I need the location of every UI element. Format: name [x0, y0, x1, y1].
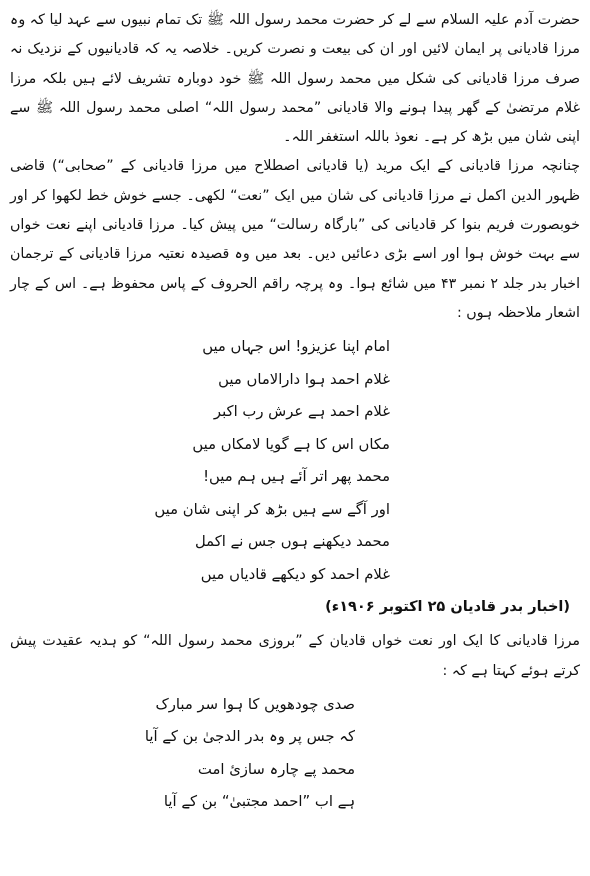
poem-line: محمد دیکھنے ہوں جس نے اکمل	[194, 533, 390, 551]
poem-1	[10, 331, 580, 591]
poem-line: غلام احمد کو دیکھے قادیاں میں	[200, 565, 390, 583]
poem-line: کہ جس پر وہ بدر الدجیٰ بن کے آیا	[144, 728, 355, 746]
poem-line: صدی چودھویں کا ہوا سر مبارک	[155, 695, 355, 713]
poem-line: غلام احمد ہوا دارالاماں میں	[218, 370, 390, 388]
poem-line: اور آگے سے ہیں بڑھ کر اپنی شان میں	[154, 500, 390, 518]
poem-2	[10, 689, 580, 819]
poem-line: مکاں اس کا ہے گویا لامکاں میں	[192, 435, 390, 453]
paragraph-1: حضرت آدم علیہ السلام سے لے کر حضرت محمد رسول اللہ ﷺ تک تمام نبیوں سے عہد لیا کہ وہ مرزا قادیانی پر ایمان لائیں اور ان کی بیعت و نصرت کریں۔ خلاصہ یہ کہ قادیانیوں کے نزدیک نہ صرف مرزا قادیانی کی شکل میں محمد رسول اللہ ﷺ خود دوبارہ تشریف لائے ہیں بلکہ مرزا غلام مرتضیٰ کے گھر پیدا ہونے والا قادیانی ”محمد رسول اللہ“ اصلی محمد رسول اللہ ﷺ سے اپنی شان میں بڑھ کر ہے۔ نعوذ باللہ استغفر اللہ۔	[10, 12, 580, 146]
citation: (اخبار بدر قادیان ۲۵ اکتوبر ۱۹۰۶ء)	[325, 599, 570, 616]
poem-line: ہے اب ”احمد مجتبیٰ“ بن کے آیا	[163, 793, 355, 811]
paragraph-3: مرزا قادیانی کا ایک اور نعت خواں قادیان کے ”بروزی محمد رسول اللہ“ کو ہدیہ عقیدت پیش کرتے ہوئے کہتا ہے کہ :	[10, 633, 580, 679]
poem-line: محمد پے چارہ سازیٔ امت	[197, 760, 355, 778]
poem-line: غلام احمد ہے عرش رب اکبر	[213, 403, 390, 421]
poem-line: امام اپنا عزیزو! اس جہاں میں	[202, 338, 390, 356]
paragraph-2: چنانچہ مرزا قادیانی کے ایک مرید (یا قادیانی اصطلاح میں مرزا قادیانی کے ”صحابی“) قاضی ظہور الدین اکمل نے مرزا قادیانی کی شان میں ایک ”نعت“ لکھی۔ جسے خوش خط لکھوا کر اور خوبصورت فریم بنوا کر قادیانی کی ”بارگاہ رسالت“ میں پیش کیا۔ مرزا قادیانی اپنے نعت خواں سے بہت خوش ہوا اور اسے بڑی دعائیں دیں۔ بعد میں وہ قصیدہ نعتیہ مرزا قادیانی کے ترجمان اخبار بدر جلد ۲ نمبر ۴۳ میں شائع ہوا۔ وہ پرچہ راقم الحروف کے پاس محفوظ ہے۔ اس کے چار اشعار ملاحظہ ہوں :	[10, 158, 581, 321]
poem-line: محمد پھر اتر آئے ہیں ہم میں!	[203, 468, 390, 486]
